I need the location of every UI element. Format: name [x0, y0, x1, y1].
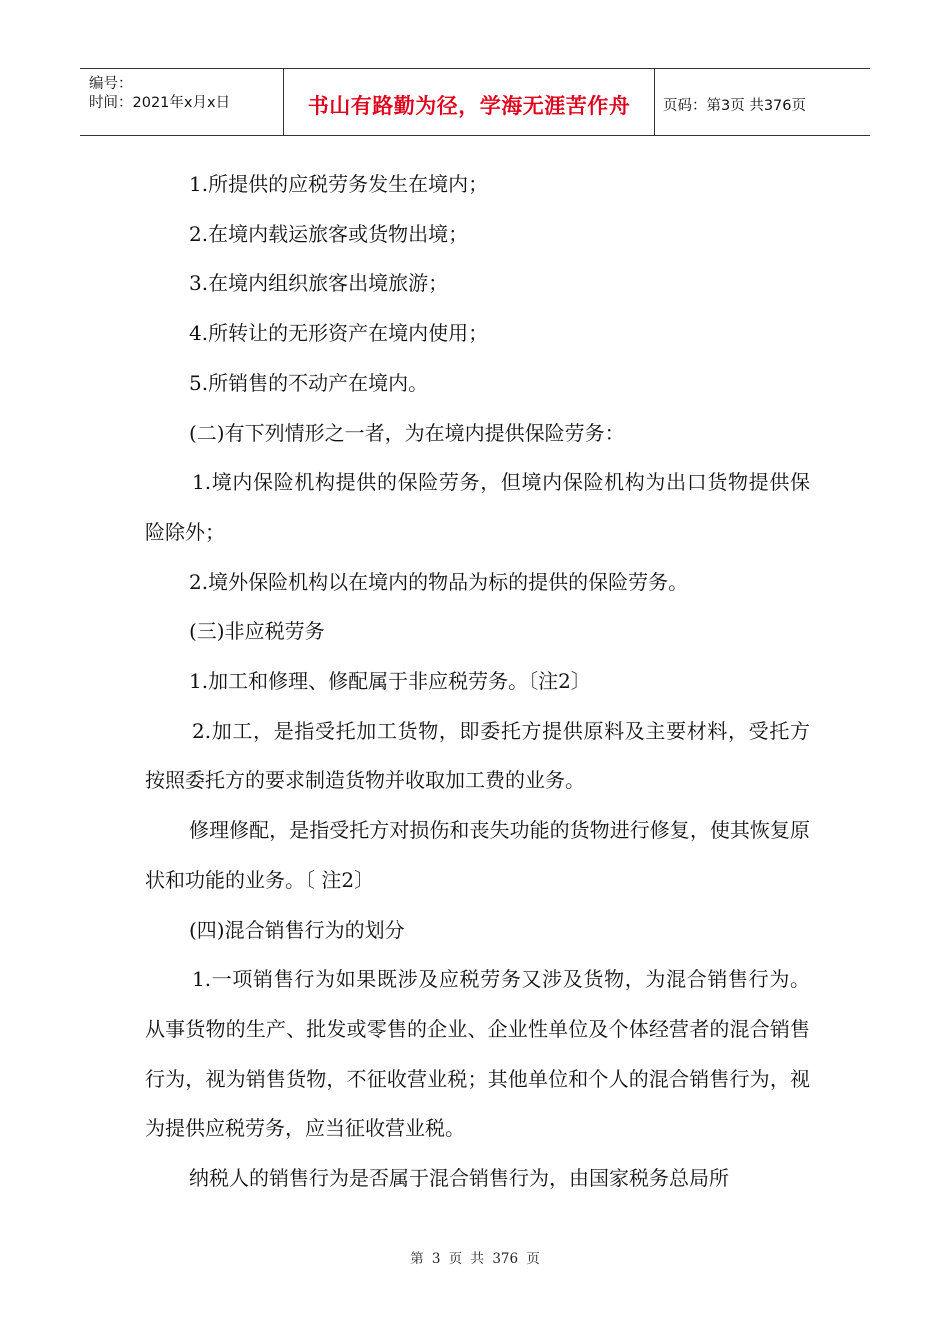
paragraph: 1.加工和修理、修配属于非应税劳务。〔注2〕 [189, 669, 591, 694]
paragraph: 1.境内保险机构提供的保险劳务，但境内保险机构为出口货物提供保险除外； [145, 470, 810, 544]
header-meta-cell [80, 69, 283, 135]
paragraph: 5.所销售的不动产在境内。 [189, 370, 429, 395]
paragraph: 1.所提供的应税劳务发生在境内； [189, 172, 489, 196]
paragraph: 2.在境内载运旅客或货物出境； [189, 221, 469, 246]
paragraph: 2.境外保险机构以在境内的物品为标的提供的保险劳务。 [189, 569, 689, 594]
header-page-label: 页码：第3页 共376页 [663, 97, 807, 114]
section-heading: (四)混合销售行为的划分 [189, 917, 405, 942]
paragraph: 1.一项销售行为如果既涉及应税劳务又涉及货物，为混合销售行为。从事货物的生产、批发或零售的企业、企业性单位及个体经营者的混合销售行为，视为销售货物，不征收营业税；其他单位和个人的混合销售行为，视为提供应税劳务，应当征收营业税。 [145, 967, 810, 1141]
paragraph: 3.在境内组织旅客出境旅游； [189, 271, 449, 296]
paragraph: 修理修配，是指受托方对损伤和丧失功能的货物进行修复，使其恢复原状和功能的业务。〔 注2〕 [145, 818, 810, 892]
document-time-label: 时间：2021年x月x日 [89, 95, 231, 111]
paragraph: 2.加工，是指受托加工货物，即委托方提供原料及主要材料，受托方按照委托方的要求制造货物并收取加工费的业务。 [145, 718, 810, 793]
header-page-cell [655, 69, 870, 135]
paragraph: 4.所转让的无形资产在境内使用； [189, 321, 489, 346]
document-header [80, 68, 870, 136]
document-body [145, 160, 810, 1204]
section-heading: (二)有下列情形之一者，为在境内提供保险劳务： [189, 420, 625, 445]
paragraph: 纳税人的销售行为是否属于混合销售行为，由国家税务总局所 [189, 1166, 729, 1191]
header-motto: 书山有路勤为径，学海无涯苦作舟 [307, 94, 631, 118]
document-number-label: 编号： [89, 76, 133, 92]
header-motto-cell [283, 69, 655, 135]
page-footer: 第 3 页 共 376 页 [410, 1251, 540, 1267]
section-heading: (三)非应税劳务 [189, 619, 325, 644]
